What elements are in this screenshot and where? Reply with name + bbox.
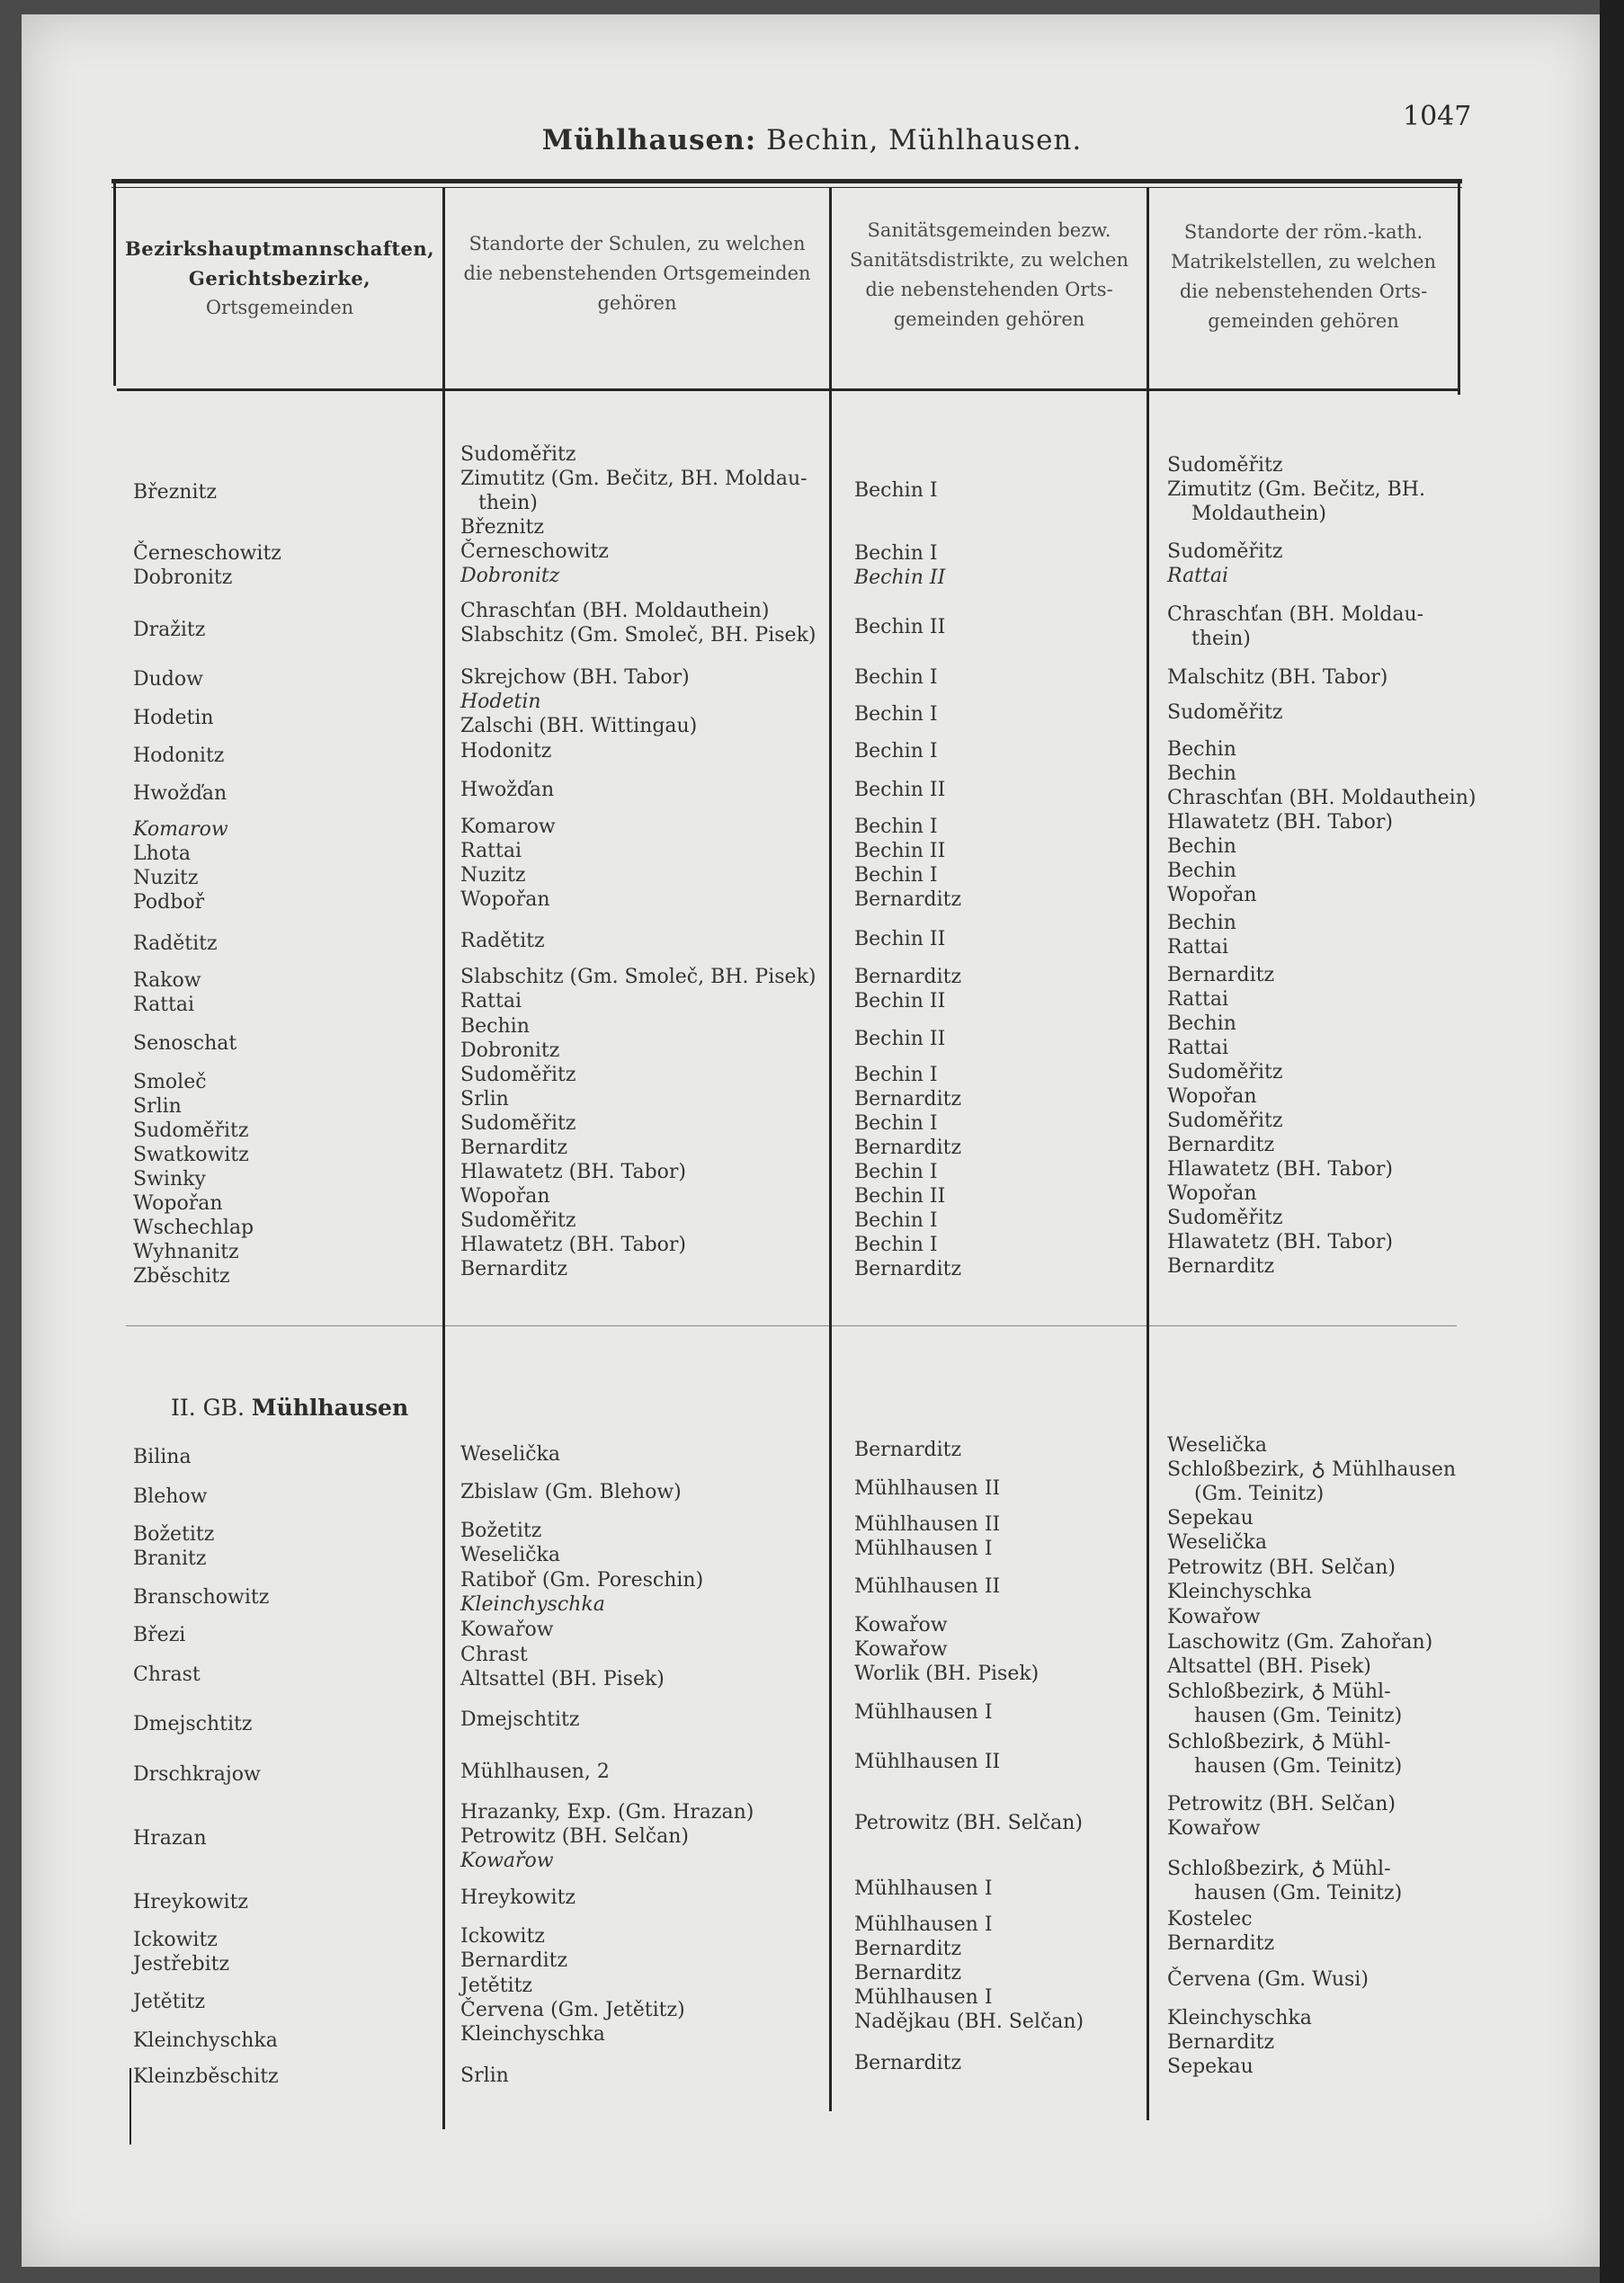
schule-cell: Kleinchyschka — [460, 1593, 605, 1616]
page-number: 1047 — [1403, 101, 1472, 132]
matrikel-cell: Laschowitz (Gm. Zahořan) — [1167, 1631, 1433, 1654]
schule-cell: Sudoměřitz — [460, 443, 576, 466]
header-col3-line2: Sanitätsdistrikte, zu welchen — [849, 249, 1129, 271]
sanitaet-cell: Bernarditz — [854, 2052, 962, 2074]
gemeinde-cell: Lhota — [133, 843, 191, 865]
sanitaet-cell: Bechin I — [854, 1209, 938, 1232]
schule-cell: Sudoměřitz — [460, 1064, 576, 1086]
sanitaet-cell: Kowařow — [854, 1638, 948, 1661]
schule-cell: Wopořan — [460, 1185, 550, 1208]
matrikel-cell: Sepekau — [1167, 1507, 1254, 1529]
header-col1-line1: Bezirkshauptmannschaften, — [125, 237, 434, 260]
gemeinde-cell: Dudow — [133, 668, 203, 691]
schule-cell: Bernarditz — [460, 1258, 568, 1280]
sanitaet-cell: Bechin II — [854, 1185, 946, 1208]
matrikel-cell: Wopořan — [1167, 1182, 1257, 1205]
column-rule-3 — [1147, 187, 1149, 2120]
gemeinde-cell: Hrazan — [133, 1827, 207, 1850]
matrikel-cell: Moldauthein) — [1191, 503, 1326, 525]
gemeinde-cell: Hwožďan — [133, 782, 228, 805]
sanitaet-cell: Mühlhausen I — [854, 1986, 993, 2009]
schule-cell: Nuzitz — [460, 864, 526, 887]
matrikel-cell: Rattai — [1167, 565, 1229, 587]
section-heading — [171, 1395, 408, 1421]
column-rule-left-lower — [129, 2068, 131, 2145]
schule-cell: Sudoměřitz — [460, 1112, 576, 1135]
schule-cell: Hlawatetz (BH. Tabor) — [460, 1234, 687, 1256]
matrikel-cell: Hlawatetz (BH. Tabor) — [1167, 1231, 1394, 1253]
sanitaet-cell: Bechin II — [854, 840, 946, 862]
matrikel-cell: Sudoměřitz — [1167, 1207, 1283, 1229]
matrikel-cell: thein) — [1191, 628, 1251, 650]
gemeinde-cell: Hodetin — [133, 707, 214, 729]
sanitaet-cell: Bechin I — [854, 816, 938, 838]
sanitaet-cell: Bechin I — [854, 542, 938, 565]
matrikel-cell: Schloßbezirk, ♁ Mühl- — [1167, 1731, 1391, 1753]
schule-cell: Chrast — [460, 1644, 528, 1666]
header-bottom-rule — [117, 388, 1459, 391]
sanitaet-cell: Bechin I — [854, 1064, 938, 1086]
matrikel-cell: Schloßbezirk, ♁ Mühlhausen — [1167, 1458, 1457, 1481]
schule-cell: Zimutitz (Gm. Bečitz, BH. Moldau- — [460, 468, 808, 490]
matrikel-cell: Schloßbezirk, ♁ Mühl- — [1167, 1681, 1391, 1703]
header-col-sanitaet — [832, 216, 1147, 334]
section-prefix: II. GB. — [171, 1395, 252, 1421]
matrikel-cell: Bernarditz — [1167, 1255, 1275, 1278]
matrikel-cell: Sudoměřitz — [1167, 1110, 1283, 1132]
schule-cell: Bechin — [460, 1015, 530, 1038]
matrikel-cell: Rattai — [1167, 1037, 1229, 1059]
schule-cell: Hlawatetz (BH. Tabor) — [460, 1161, 687, 1183]
sanitaet-cell: Bechin I — [854, 479, 938, 502]
gemeinde-cell: Březnitz — [133, 481, 217, 504]
matrikel-cell: Kleinchyschka — [1167, 1581, 1312, 1603]
sanitaet-cell: Bechin II — [854, 928, 946, 950]
header-col4-line2: Matrikelstellen, zu welchen — [1170, 251, 1437, 272]
header-col4-line1: Standorte der röm.-kath. — [1183, 221, 1423, 243]
matrikel-cell: Chraschťan (BH. Moldau- — [1167, 603, 1424, 626]
sanitaet-cell: Bernarditz — [854, 1137, 962, 1159]
schule-cell: Hwožďan — [460, 779, 555, 801]
matrikel-cell: Weselička — [1167, 1531, 1267, 1554]
schule-cell: Wopořan — [460, 888, 550, 911]
matrikel-cell: Kleinchyschka — [1167, 2007, 1312, 2029]
header-col4-line4: gemeinden gehören — [1208, 310, 1399, 332]
sanitaet-cell: Mühlhausen I — [854, 1538, 993, 1560]
schule-cell: Dobronitz — [460, 565, 560, 587]
table-right-rule — [1458, 179, 1460, 395]
header-col2-line3: gehören — [597, 292, 677, 314]
schule-cell: Rattai — [460, 840, 522, 862]
gemeinde-cell: Dražitz — [133, 619, 206, 641]
sanitaet-cell: Bechin I — [854, 703, 938, 726]
header-col2-line2: die nebenstehenden Ortsgemeinden — [463, 263, 811, 284]
matrikel-cell: Kowařow — [1167, 1606, 1261, 1628]
matrikel-cell: Wopořan — [1167, 1085, 1257, 1108]
sanitaet-cell: Bechin I — [854, 740, 938, 762]
schule-cell: Bernarditz — [460, 1137, 568, 1159]
matrikel-cell: Sudoměřitz — [1167, 1061, 1283, 1084]
gemeinde-cell: Rakow — [133, 969, 201, 992]
schule-cell: Červena (Gm. Jetětitz) — [460, 1999, 685, 2021]
gemeinde-cell: Bilina — [133, 1446, 192, 1468]
matrikel-cell: Weselička — [1167, 1434, 1267, 1457]
sanitaet-cell: Bechin I — [854, 864, 938, 887]
sanitaet-cell: Mühlhausen I — [854, 1701, 993, 1724]
gemeinde-cell: Swatkowitz — [133, 1144, 249, 1166]
schule-cell: thein) — [478, 492, 538, 514]
matrikel-cell: Sudoměřitz — [1167, 540, 1283, 563]
gemeinde-cell: Branitz — [133, 1547, 207, 1570]
gemeinde-cell: Chrast — [133, 1663, 201, 1686]
gemeinde-cell: Božetitz — [133, 1523, 215, 1546]
page-sheet — [22, 14, 1600, 2267]
header-col-matrikel — [1149, 218, 1458, 336]
matrikel-cell: Petrowitz (BH. Selčan) — [1167, 1793, 1396, 1815]
matrikel-cell: Schloßbezirk, ♁ Mühl- — [1167, 1858, 1391, 1880]
matrikel-cell: hausen (Gm. Teinitz) — [1194, 1705, 1403, 1727]
schule-cell: Božetitz — [460, 1520, 542, 1542]
sanitaet-cell: Petrowitz (BH. Selčan) — [854, 1812, 1083, 1834]
sanitaet-cell: Bernarditz — [854, 1258, 962, 1280]
matrikel-cell: Bechin — [1167, 1012, 1236, 1035]
matrikel-cell: Bernarditz — [1167, 1932, 1275, 1955]
sanitaet-cell: Bechin II — [854, 566, 946, 589]
matrikel-cell: Rattai — [1167, 988, 1229, 1011]
column-rule-1 — [442, 187, 445, 2129]
gemeinde-cell: Kleinzběschitz — [133, 2065, 279, 2088]
matrikel-cell: Červena (Gm. Wusi) — [1167, 1968, 1369, 1991]
gemeinde-cell: Ickowitz — [133, 1929, 218, 1951]
sanitaet-cell: Bernarditz — [854, 1938, 962, 1960]
sanitaet-cell: Bechin I — [854, 666, 938, 689]
sanitaet-cell: Bechin II — [854, 1028, 946, 1050]
matrikel-cell: Bechin — [1167, 860, 1236, 882]
schule-cell: Altsattel (BH. Pisek) — [460, 1668, 665, 1690]
matrikel-cell: Bernarditz — [1167, 964, 1275, 986]
title-bold: Mühlhausen: — [541, 124, 757, 156]
matrikel-cell: Zimutitz (Gm. Bečitz, BH. — [1167, 478, 1425, 501]
schule-cell: Ratiboř (Gm. Poreschin) — [460, 1569, 704, 1592]
title-rest: Bechin, Mühlhausen. — [756, 124, 1083, 156]
matrikel-cell: Chraschťan (BH. Moldauthein) — [1167, 787, 1477, 809]
schule-cell: Dmejschtitz — [460, 1708, 580, 1731]
section-divider — [126, 1325, 1457, 1326]
schule-cell: Rattai — [460, 990, 522, 1012]
sanitaet-cell: Nadějkau (BH. Selčan) — [854, 2011, 1084, 2033]
matrikel-cell: Bechin — [1167, 835, 1236, 858]
schule-cell: Slabschitz (Gm. Smoleč, BH. Pisek) — [460, 966, 816, 988]
sanitaet-cell: Bechin II — [854, 990, 946, 1012]
column-rule-2 — [829, 187, 832, 2111]
scan-edge — [1600, 0, 1624, 2283]
matrikel-cell: Sepekau — [1167, 2056, 1254, 2078]
sanitaet-cell: Bernarditz — [854, 1088, 962, 1110]
schule-cell: Jetětitz — [460, 1975, 533, 1997]
schule-cell: Sudoměřitz — [460, 1209, 576, 1232]
header-col3-line4: gemeinden gehören — [893, 308, 1085, 330]
schule-cell: Dobronitz — [460, 1039, 560, 1062]
schule-cell: Weselička — [460, 1443, 560, 1466]
schule-cell: Hreykowitz — [460, 1886, 576, 1909]
sanitaet-cell: Mühlhausen I — [854, 1913, 993, 1936]
gemeinde-cell: Srlin — [133, 1095, 182, 1118]
matrikel-cell: Hlawatetz (BH. Tabor) — [1167, 1158, 1394, 1181]
header-col4-line3: die nebenstehenden Orts- — [1179, 281, 1428, 302]
sanitaet-cell: Bernarditz — [854, 966, 962, 988]
gemeinde-cell: Blehow — [133, 1485, 208, 1508]
schule-cell: Chraschťan (BH. Moldauthein) — [460, 600, 770, 622]
gemeinde-cell: Wopořan — [133, 1192, 223, 1215]
header-col1-line3: Ortsgemeinden — [205, 297, 354, 318]
schule-cell: Slabschitz (Gm. Smoleč, BH. Pisek) — [460, 624, 816, 647]
matrikel-cell: Bechin — [1167, 912, 1236, 934]
schule-cell: Kowařow — [460, 1850, 554, 1872]
sanitaet-cell: Mühlhausen II — [854, 1751, 1001, 1773]
matrikel-cell: Petrowitz (BH. Selčan) — [1167, 1556, 1396, 1579]
matrikel-cell: Rattai — [1167, 936, 1229, 959]
gemeinde-cell: Březi — [133, 1624, 186, 1646]
sanitaet-cell: Bechin I — [854, 1161, 938, 1183]
sanitaet-cell: Kowařow — [854, 1614, 948, 1636]
gemeinde-cell: Černeschowitz — [133, 542, 281, 565]
sanitaet-cell: Bechin I — [854, 1234, 938, 1256]
schule-cell: Kleinchyschka — [460, 2023, 605, 2046]
header-col3-line1: Sanitätsgemeinden bezw. — [867, 219, 1111, 241]
schule-cell: Petrowitz (BH. Selčan) — [460, 1825, 689, 1848]
schule-cell: Březnitz — [460, 516, 544, 539]
gemeinde-cell: Rattai — [133, 994, 195, 1016]
matrikel-cell: Bernarditz — [1167, 2031, 1275, 2054]
gemeinde-cell: Hodonitz — [133, 745, 225, 767]
schule-cell: Kowařow — [460, 1619, 554, 1641]
gemeinde-cell: Dobronitz — [133, 566, 233, 589]
section-name: Mühlhausen — [251, 1395, 409, 1421]
schule-cell: Radětitz — [460, 930, 545, 952]
gemeinde-cell: Komarow — [133, 818, 228, 841]
schule-cell: Zbislaw (Gm. Blehow) — [460, 1481, 682, 1503]
sanitaet-cell: Bernarditz — [854, 888, 962, 911]
matrikel-cell: Sudoměřitz — [1167, 454, 1283, 477]
matrikel-cell: Hlawatetz (BH. Tabor) — [1167, 811, 1394, 834]
matrikel-cell: Wopořan — [1167, 884, 1257, 906]
gemeinde-cell: Hreykowitz — [133, 1891, 249, 1913]
gemeinde-cell: Wyhnanitz — [133, 1241, 239, 1263]
page-title — [0, 124, 1624, 156]
matrikel-cell: Malschitz (BH. Tabor) — [1167, 666, 1388, 689]
gemeinde-cell: Zběschitz — [133, 1265, 230, 1288]
table-left-rule — [113, 179, 116, 386]
schule-cell: Černeschowitz — [460, 540, 609, 563]
sanitaet-cell: Bernarditz — [854, 1962, 962, 1984]
schule-cell: Skrejchow (BH. Tabor) — [460, 666, 690, 689]
gemeinde-cell: Nuzitz — [133, 867, 199, 889]
gemeinde-cell: Dmejschtitz — [133, 1713, 253, 1735]
gemeinde-cell: Sudoměřitz — [133, 1119, 249, 1142]
gemeinde-cell: Podboř — [133, 891, 205, 914]
schule-cell: Ickowitz — [460, 1925, 545, 1948]
schule-cell: Hodetin — [460, 691, 541, 713]
gemeinde-cell: Jetětitz — [133, 1991, 206, 2013]
schule-cell: Mühlhausen, 2 — [460, 1761, 610, 1783]
matrikel-cell: Altsattel (BH. Pisek) — [1167, 1655, 1371, 1678]
schule-cell: Weselička — [460, 1544, 560, 1566]
sanitaet-cell: Worlik (BH. Pisek) — [854, 1663, 1040, 1685]
sanitaet-cell: Bernarditz — [854, 1439, 962, 1461]
matrikel-cell: Bechin — [1167, 738, 1236, 761]
gemeinde-cell: Senoschat — [133, 1032, 237, 1055]
header-col1-line2: Gerichtsbezirke, — [188, 267, 371, 290]
table-top-rule-thin — [112, 187, 1462, 188]
header-col-gemeinden — [117, 234, 442, 323]
schule-cell: Bernarditz — [460, 1949, 568, 1972]
table-top-rule — [112, 179, 1462, 183]
schule-cell: Zalschi (BH. Wittingau) — [460, 715, 698, 737]
sanitaet-cell: Mühlhausen II — [854, 1513, 1001, 1536]
sanitaet-cell: Bechin II — [854, 779, 946, 801]
gemeinde-cell: Branschowitz — [133, 1586, 270, 1609]
gemeinde-cell: Jestřebitz — [133, 1953, 230, 1975]
gemeinde-cell: Swinky — [133, 1168, 206, 1191]
matrikel-cell: (Gm. Teinitz) — [1194, 1483, 1325, 1505]
matrikel-cell: Kowařow — [1167, 1817, 1261, 1840]
schule-cell: Srlin — [460, 1088, 509, 1110]
gemeinde-cell: Wschechlap — [133, 1217, 254, 1239]
matrikel-cell: Bechin — [1167, 762, 1236, 785]
sanitaet-cell: Bechin I — [854, 1112, 938, 1135]
schule-cell: Hrazanky, Exp. (Gm. Hrazan) — [460, 1801, 754, 1824]
matrikel-cell: Sudoměřitz — [1167, 701, 1283, 724]
gemeinde-cell: Kleinchyschka — [133, 2029, 278, 2052]
schule-cell: Srlin — [460, 2065, 509, 2087]
header-col3-line3: die nebenstehenden Orts- — [865, 279, 1113, 300]
gemeinde-cell: Drschkrajow — [133, 1763, 261, 1786]
sanitaet-cell: Mühlhausen I — [854, 1877, 993, 1900]
schule-cell: Hodonitz — [460, 740, 552, 762]
gemeinde-cell: Smoleč — [133, 1071, 207, 1093]
schule-cell: Komarow — [460, 816, 556, 838]
gemeinde-cell: Radětitz — [133, 932, 218, 955]
sanitaet-cell: Mühlhausen II — [854, 1477, 1001, 1500]
matrikel-cell: hausen (Gm. Teinitz) — [1194, 1882, 1403, 1904]
matrikel-cell: Bernarditz — [1167, 1134, 1275, 1156]
header-col2-line1: Standorte der Schulen, zu welchen — [468, 233, 806, 254]
header-col-schulen — [445, 229, 829, 318]
sanitaet-cell: Mühlhausen II — [854, 1575, 1001, 1598]
sanitaet-cell: Bechin II — [854, 616, 946, 638]
matrikel-cell: Kostelec — [1167, 1908, 1253, 1931]
matrikel-cell: hausen (Gm. Teinitz) — [1194, 1755, 1403, 1778]
